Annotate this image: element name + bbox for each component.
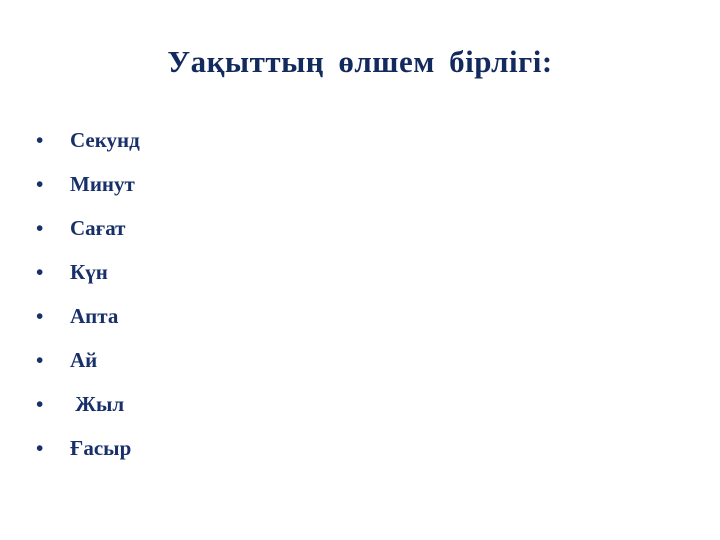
bullet-point-icon: •: [36, 172, 44, 196]
list-item: [36, 304, 676, 348]
bullet-point-icon: •: [36, 216, 44, 240]
list-item-label: Ғасыр: [70, 436, 132, 460]
list-item-label: Апта: [70, 304, 119, 328]
bullet-point-icon: •: [36, 436, 44, 460]
list-item-label: Минут: [70, 172, 135, 196]
bullet-list: [36, 128, 676, 480]
list-item: [36, 216, 676, 260]
list-item: [36, 172, 676, 216]
list-item: [36, 348, 676, 392]
bullet-point-icon: •: [36, 348, 44, 372]
list-item: [36, 392, 676, 436]
bullet-point-icon: •: [36, 304, 44, 328]
list-item: [36, 436, 676, 480]
list-item: [36, 128, 676, 172]
list-item-label: Ай: [70, 348, 98, 372]
bullet-point-icon: •: [36, 128, 44, 152]
bullet-point-icon: •: [36, 260, 44, 284]
list-item: [36, 260, 676, 304]
bullet-point-icon: •: [36, 392, 44, 416]
page-title: Уақыттың өлшем бірлігі:: [167, 44, 553, 79]
list-item-label: Сағат: [70, 216, 126, 240]
list-item-label: Жыл: [70, 392, 125, 416]
list-item-label: Күн: [70, 260, 108, 284]
list-item-label: Секунд: [70, 128, 140, 152]
